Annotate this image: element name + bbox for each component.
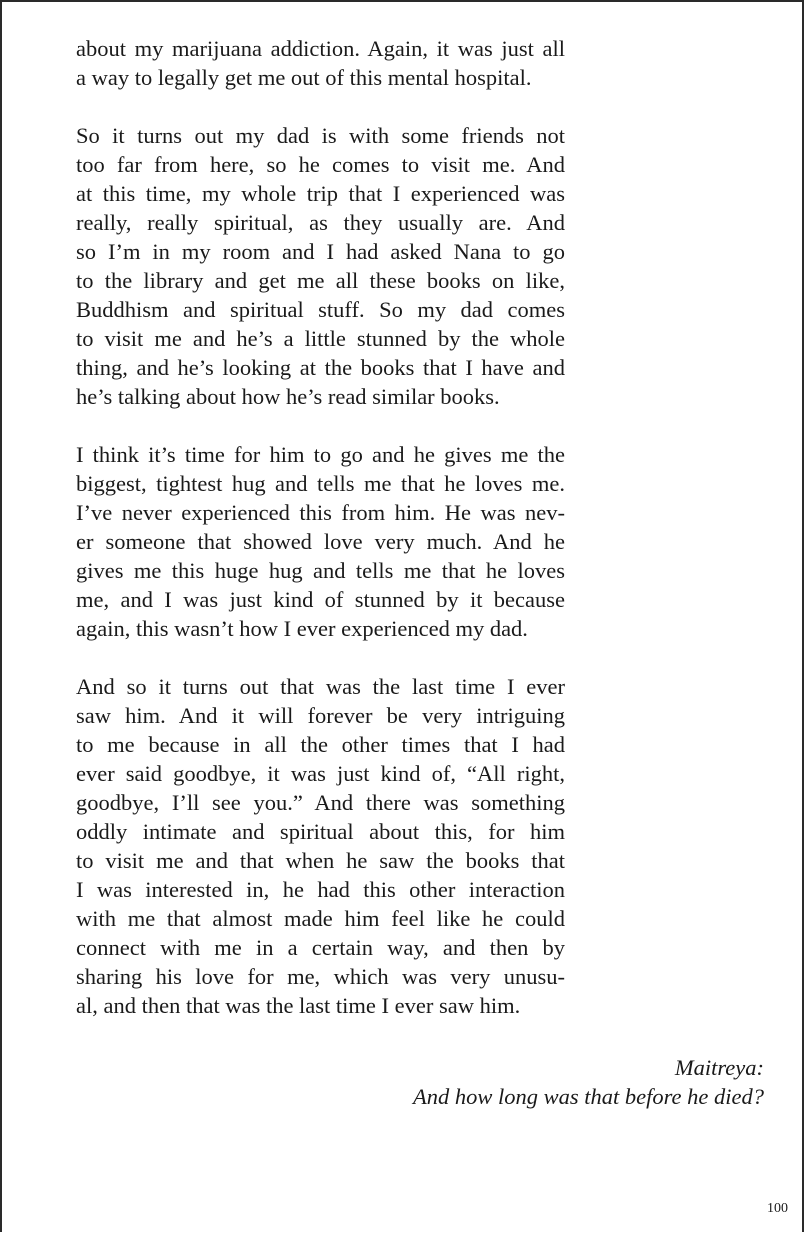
text-line: I was interested in, he had this other interaction — [76, 877, 565, 902]
text-line: he’s talking about how he’s read similar books. — [76, 384, 500, 409]
text-line: thing, and he’s looking at the books that I have and — [76, 355, 565, 380]
text-line: too far from here, so he comes to visit me. And — [76, 152, 565, 177]
text-line: really, really spiritual, as they usually are. And — [76, 210, 565, 235]
text-line: And so it turns out that was the last time I ever — [76, 674, 565, 699]
text-line: al, and then that was the last time I ever saw him. — [76, 993, 521, 1018]
text-line: so I’m in my room and I had asked Nana to go — [76, 239, 565, 264]
text-line: a way to legally get me out of this mental hospital. — [76, 65, 532, 90]
text-line: gives me this huge hug and tells me that he loves — [76, 558, 565, 583]
interviewer-question — [413, 1053, 764, 1111]
paragraph — [76, 34, 565, 92]
text-line: I think it’s time for him to go and he gives me the — [76, 442, 565, 467]
paragraph — [76, 672, 565, 1020]
text-line: to the library and get me all these books on like, — [76, 268, 565, 293]
text-line: So it turns out my dad is with some friends not — [76, 123, 565, 148]
text-line: I’ve never experienced this from him. He was nev- — [76, 500, 565, 525]
paragraph — [76, 440, 565, 643]
text-line: me, and I was just kind of stunned by it because — [76, 587, 565, 612]
text-line: again, this wasn’t how I ever experienced my dad. — [76, 616, 528, 641]
question-text: And how long was that before he died? — [412, 1084, 764, 1109]
text-line: sharing his love for me, which was very unusu- — [76, 964, 565, 989]
text-line: ever said goodbye, it was just kind of, “All right, — [76, 761, 565, 786]
text-line: to visit me and he’s a little stunned by the whole — [76, 326, 565, 351]
text-line: with me that almost made him feel like he could — [76, 906, 565, 931]
text-line: about my marijuana addiction. Again, it was just all — [76, 36, 565, 61]
text-line: saw him. And it will forever be very intriguing — [76, 703, 565, 728]
paragraph — [76, 121, 565, 411]
text-line: Buddhism and spiritual stuff. So my dad comes — [76, 297, 565, 322]
body-text — [76, 34, 565, 1049]
text-line: oddly intimate and spiritual about this, for him — [76, 819, 565, 844]
text-line: at this time, my whole trip that I experienced was — [76, 181, 565, 206]
speaker-name: Maitreya: — [674, 1055, 764, 1080]
text-line: connect with me in a certain way, and then by — [76, 935, 565, 960]
text-line: er someone that showed love very much. And he — [76, 529, 565, 554]
text-line: to visit me and that when he saw the books that — [76, 848, 565, 873]
text-line: biggest, tightest hug and tells me that he loves me. — [76, 471, 565, 496]
text-line: goodbye, I’ll see you.” And there was something — [76, 790, 565, 815]
text-line: to me because in all the other times that I had — [76, 732, 565, 757]
page-number: 100 — [767, 1201, 788, 1216]
